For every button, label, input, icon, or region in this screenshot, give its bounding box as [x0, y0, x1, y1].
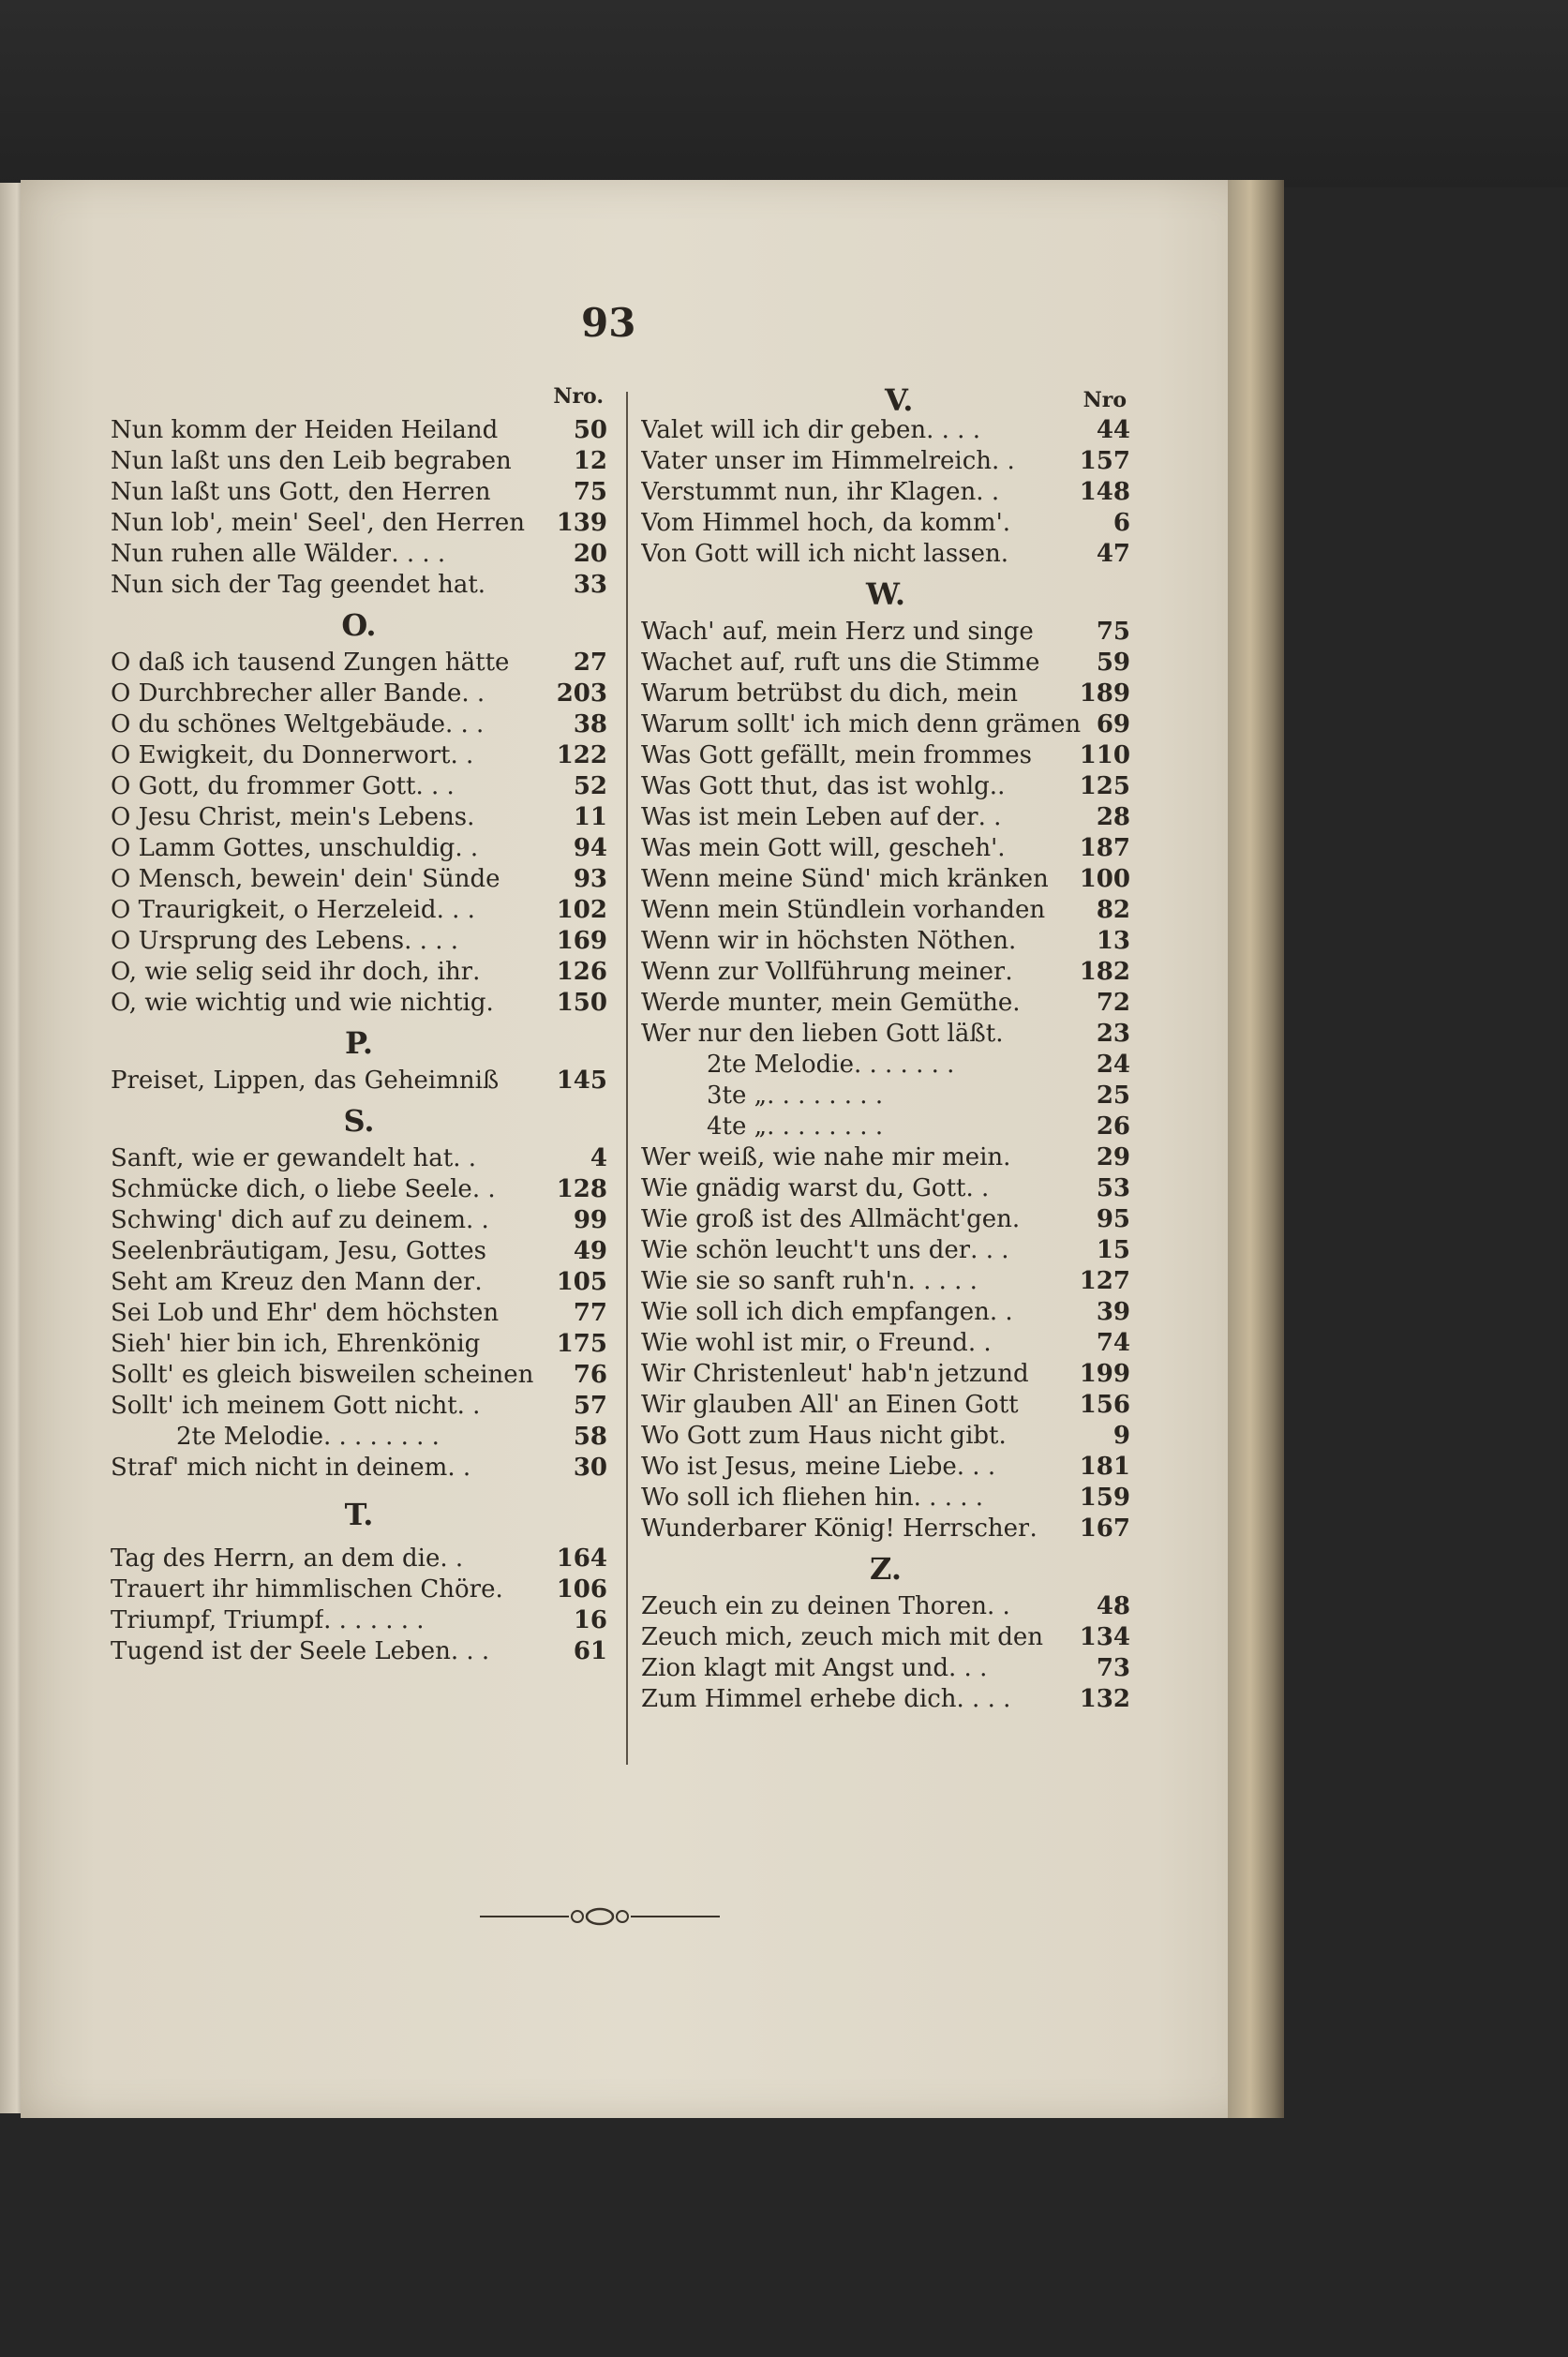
hymn-title: Nun sich der Tag geendet hat — [111, 571, 478, 599]
hymn-number: 72 — [1096, 989, 1130, 1017]
hymn-title: Sollt' es gleich bisweilen scheinen — [111, 1361, 534, 1389]
leader-dots: . . . . . . . . — [767, 1082, 884, 1110]
hymn-title: O du schönes Weltgebäude — [111, 710, 445, 738]
section-letter: V. Nro — [885, 382, 1127, 418]
hymn-title: Wo ist Jesus, meine Liebe — [641, 1453, 957, 1481]
leader-dots: . . — [461, 679, 485, 708]
leader-dots: . . . . . — [907, 1267, 978, 1295]
index-entry — [641, 958, 1130, 989]
leader-dots: . — [998, 1422, 1007, 1450]
hymn-title: Straf' mich nicht in deinem — [111, 1454, 448, 1482]
leader-dots: . . — [976, 478, 1000, 506]
index-entry — [641, 1484, 1130, 1514]
hymn-number: 4 — [590, 1144, 607, 1172]
index-column-right — [641, 384, 1130, 1716]
hymn-number: 157 — [1079, 447, 1130, 475]
leader-dots: . . — [967, 1329, 992, 1357]
hymn-number: 61 — [573, 1637, 607, 1665]
hymn-number: 82 — [1096, 896, 1130, 924]
hymn-title: Wie sie so sanft ruh'n — [641, 1267, 908, 1295]
hymn-number: 189 — [1079, 679, 1130, 708]
index-entry — [111, 834, 607, 865]
hymn-title: Wie wohl ist mir, o Freund — [641, 1329, 968, 1357]
hymn-title: O Durchbrecher aller Bande — [111, 679, 462, 708]
hymn-number: 59 — [1096, 649, 1130, 677]
page-fore-edge — [1228, 180, 1284, 2118]
leader-dots: . . — [989, 1298, 1013, 1326]
hymn-title: Nun komm der Heiden Heiland — [111, 416, 499, 444]
hymn-title: Wo soll ich fliehen hin — [641, 1484, 914, 1512]
hymn-title: Trauert ihr himmlischen Chöre — [111, 1575, 496, 1604]
index-entry — [641, 1020, 1130, 1051]
index-entry — [111, 1268, 607, 1299]
hymn-title: Von Gott will ich nicht lassen — [641, 540, 1001, 568]
index-entry — [111, 1206, 607, 1237]
hymn-title: Wir Christenleut' hab'n jetzund — [641, 1360, 1029, 1388]
hymn-number: 122 — [556, 741, 607, 769]
index-entry — [111, 679, 607, 710]
hymn-number: 39 — [1096, 1298, 1130, 1326]
index-entry — [111, 1330, 607, 1361]
leader-dots: . — [1000, 540, 1008, 568]
hymn-title: Wenn mein Stündlein vorhanden — [641, 896, 1046, 924]
hymn-title: Nun laßt uns Gott, den Herren — [111, 478, 491, 506]
hymn-number: 75 — [573, 478, 607, 506]
index-entry — [111, 1637, 607, 1668]
leader-dots: . . . — [444, 710, 485, 738]
hymn-title: Vom Himmel hoch, da komm' — [641, 509, 1003, 537]
hymn-title: 2te Melodie — [176, 1423, 323, 1451]
hymn-title: Wenn zur Vollführung meiner — [641, 958, 1006, 986]
hymn-number: 24 — [1096, 1051, 1130, 1079]
page-number: 93 — [581, 300, 636, 346]
hymn-number: 164 — [556, 1544, 607, 1573]
leader-dots: . — [997, 834, 1006, 862]
index-entry — [641, 540, 1130, 571]
leader-dots: . . . . — [956, 1685, 1011, 1713]
hymn-title: Wenn wir in höchsten Nöthen — [641, 927, 1008, 955]
leader-dots: . . — [986, 1592, 1010, 1620]
column-divider — [626, 392, 628, 1765]
leader-dots: . — [995, 1020, 1004, 1048]
hymn-title: Preiset, Lippen, das Geheimniß — [111, 1067, 500, 1095]
hymn-title: Wer weiß, wie nahe mir mein — [641, 1143, 1004, 1171]
hymn-number: 94 — [573, 834, 607, 862]
index-entry — [111, 958, 607, 989]
hymn-number: 16 — [573, 1606, 607, 1634]
hymn-number: 139 — [556, 509, 607, 537]
index-entry — [641, 1391, 1130, 1422]
background — [0, 0, 1568, 187]
hymn-title: Wenn meine Sünd' mich kränken — [641, 865, 1049, 893]
leader-dots: . . — [456, 1392, 481, 1420]
hymn-number: 203 — [556, 679, 607, 708]
hymn-number: 73 — [1096, 1654, 1130, 1682]
hymn-number: 199 — [1079, 1360, 1130, 1388]
hymn-title: Triumpf, Triumpf — [111, 1606, 324, 1634]
hymn-number: 181 — [1079, 1453, 1130, 1481]
section-letter: P. — [345, 1025, 373, 1061]
hymn-title: Warum betrübst du dich, mein — [641, 679, 1018, 708]
hymn-title: Wie schön leucht't uns der — [641, 1236, 971, 1264]
leader-dots: . . . — [450, 1637, 490, 1665]
number-column-header: Nro — [1083, 388, 1127, 412]
leader-dots: . — [467, 803, 475, 831]
leader-dots: . — [485, 989, 494, 1017]
leader-dots: . . . . . . . . — [322, 1423, 440, 1451]
index-entry — [641, 618, 1130, 649]
leader-dots: . — [1005, 958, 1013, 986]
hymn-title: Wo Gott zum Haus nicht gibt — [641, 1422, 999, 1450]
hymn-number: 76 — [573, 1361, 607, 1389]
hymn-number: 132 — [1079, 1685, 1130, 1713]
index-entry — [111, 1544, 607, 1575]
index-entry — [641, 649, 1130, 679]
hymn-number: 23 — [1096, 1020, 1130, 1048]
index-entry — [111, 803, 607, 834]
index-entry — [641, 772, 1130, 803]
hymn-number: 25 — [1096, 1082, 1130, 1110]
leader-dots: . . . . . . . . — [767, 1112, 884, 1141]
hymn-title: Warum sollt' ich mich denn grämen — [641, 710, 1082, 738]
hymn-title: Was mein Gott will, gescheh' — [641, 834, 998, 862]
leader-dots: . . — [471, 1175, 496, 1203]
hymn-number: 100 — [1079, 865, 1130, 893]
index-entry — [111, 1392, 607, 1423]
index-entry — [641, 416, 1130, 447]
index-entry — [111, 896, 607, 927]
index-entry — [111, 1606, 607, 1637]
hymn-number: 182 — [1079, 958, 1130, 986]
hymn-title: Valet will ich dir geben — [641, 416, 927, 444]
hymn-number: 11 — [573, 803, 607, 831]
index-entry — [641, 1143, 1130, 1174]
hymn-number: 156 — [1079, 1391, 1130, 1419]
index-entry — [641, 741, 1130, 772]
hymn-number: 9 — [1113, 1422, 1130, 1450]
index-entry — [641, 1267, 1130, 1298]
leader-dots: . — [472, 958, 481, 986]
leader-dots: . — [1008, 927, 1017, 955]
leader-dots: . . . . — [391, 540, 446, 568]
index-entry — [111, 741, 607, 772]
leader-dots: . . — [992, 447, 1015, 475]
index-entry — [641, 803, 1130, 834]
leader-dots: . — [1029, 1514, 1038, 1543]
hymn-number: 99 — [573, 1206, 607, 1234]
hymn-number: 93 — [573, 865, 607, 893]
hymn-number: 175 — [556, 1330, 607, 1358]
index-entry — [111, 1575, 607, 1606]
hymn-number: 47 — [1096, 540, 1130, 568]
index-entry — [111, 540, 607, 571]
hymn-title: Was Gott thut, das ist wohlg. — [641, 772, 998, 800]
index-entry — [641, 1654, 1130, 1685]
hymn-number: 110 — [1079, 741, 1130, 769]
index-entry — [641, 509, 1130, 540]
leader-dots: . — [997, 772, 1006, 800]
section-letter: O. — [341, 607, 377, 643]
index-entry — [111, 447, 607, 478]
hymn-title: Tag des Herrn, an dem die — [111, 1544, 441, 1573]
hymn-title: Wir glauben All' an Einen Gott — [641, 1391, 1019, 1419]
hymn-title: O daß ich tausend Zungen hätte — [111, 649, 510, 677]
index-entry — [111, 1299, 607, 1330]
index-subentry — [641, 1051, 1130, 1082]
leader-dots: . — [1002, 509, 1010, 537]
hymn-number: 128 — [556, 1175, 607, 1203]
hymn-number: 74 — [1096, 1329, 1130, 1357]
index-entry — [111, 1175, 607, 1206]
index-entry — [111, 416, 607, 447]
hymn-title: Vater unser im Himmelreich — [641, 447, 993, 475]
leader-dots: . . . — [970, 1236, 1009, 1264]
section-letter: T. — [344, 1497, 374, 1532]
leader-dots: . — [477, 571, 486, 599]
hymn-number: 29 — [1096, 1143, 1130, 1171]
index-entry — [111, 1067, 607, 1097]
index-entry — [641, 1514, 1130, 1545]
hymn-title: 3te „ — [707, 1082, 768, 1110]
section-letter: W. — [865, 576, 906, 612]
hymn-number: 159 — [1079, 1484, 1130, 1512]
hymn-number: 125 — [1079, 772, 1130, 800]
index-entry — [111, 989, 607, 1020]
index-entry — [641, 896, 1130, 927]
hymn-title: Wachet auf, ruft uns die Stimme — [641, 649, 1040, 677]
index-entry — [111, 509, 607, 540]
hymn-title: O Ewigkeit, du Donnerwort — [111, 741, 451, 769]
hymn-number: 105 — [556, 1268, 607, 1296]
hymn-number: 145 — [556, 1067, 607, 1095]
index-entry — [641, 1298, 1130, 1329]
leader-dots: . — [1012, 989, 1021, 1017]
hymn-title: Tugend ist der Seele Leben — [111, 1637, 451, 1665]
hymn-title: O, wie selig seid ihr doch, ihr — [111, 958, 473, 986]
hymn-number: 13 — [1096, 927, 1130, 955]
index-entry — [641, 1329, 1130, 1360]
hymn-number: 15 — [1096, 1236, 1130, 1264]
index-entry — [641, 927, 1130, 958]
leader-dots: . — [1011, 1205, 1021, 1233]
hymn-title: Zeuch ein zu deinen Thoren — [641, 1592, 987, 1620]
leader-dots: . . . . . . . — [323, 1606, 425, 1634]
hymn-number: 53 — [1096, 1174, 1130, 1202]
index-entry — [111, 478, 607, 509]
index-entry — [641, 1453, 1130, 1484]
hymn-title: Wunderbarer König! Herrscher — [641, 1514, 1030, 1543]
hymn-number: 95 — [1096, 1205, 1130, 1233]
leader-dots: . . . — [415, 772, 455, 800]
section-letter: Z. — [870, 1551, 902, 1587]
index-entry — [641, 1623, 1130, 1654]
hymn-title: Zeuch mich, zeuch mich mit den — [641, 1623, 1043, 1651]
index-entry — [641, 1685, 1130, 1716]
hymn-number: 50 — [573, 416, 607, 444]
hymn-number: 26 — [1096, 1112, 1130, 1141]
hymn-number: 38 — [573, 710, 607, 738]
hymn-number: 148 — [1079, 478, 1130, 506]
hymn-number: 106 — [556, 1575, 607, 1604]
index-entry — [641, 1205, 1130, 1236]
number-column-header: Nro. — [553, 384, 604, 409]
leader-dots: . . — [453, 1144, 477, 1172]
hymn-number: 77 — [573, 1299, 607, 1327]
index-column-left — [111, 384, 607, 1668]
leader-dots: . . — [447, 1454, 471, 1482]
index-entry — [641, 865, 1130, 896]
index-subentry — [641, 1112, 1130, 1143]
hymn-title: O Mensch, bewein' dein' Sünde — [111, 865, 500, 893]
hymn-title: Sanft, wie er gewandelt hat — [111, 1144, 454, 1172]
hymn-number: 126 — [556, 958, 607, 986]
leader-dots: . . . — [436, 896, 475, 924]
hymn-title: 4te „ — [707, 1112, 768, 1141]
hymn-title: Was Gott gefällt, mein frommes — [641, 741, 1033, 769]
hymn-number: 134 — [1079, 1623, 1130, 1651]
hymn-number: 57 — [573, 1392, 607, 1420]
hymn-number: 69 — [1096, 710, 1130, 738]
hymn-number: 169 — [556, 927, 607, 955]
hymn-number: 48 — [1096, 1592, 1130, 1620]
section-letter: S. — [343, 1103, 375, 1139]
index-entry — [641, 1174, 1130, 1205]
hymn-title: O Ursprung des Lebens — [111, 927, 405, 955]
hymn-title: Seht am Kreuz den Mann der — [111, 1268, 475, 1296]
hymn-title: O, wie wichtig und wie nichtig — [111, 989, 486, 1017]
hymn-number: 75 — [1096, 618, 1130, 646]
leader-dots: . . . — [956, 1453, 996, 1481]
leader-dots: . . — [450, 741, 474, 769]
index-entry — [111, 865, 607, 896]
hymn-title: Nun lob', mein' Seel', den Herren — [111, 509, 525, 537]
index-entry — [111, 772, 607, 803]
leader-dots: . — [1003, 1143, 1011, 1171]
hymn-title: Schwing' dich auf zu deinem — [111, 1206, 466, 1234]
leader-dots: . . — [440, 1544, 464, 1573]
hymn-title: Werde munter, mein Gemüthe — [641, 989, 1013, 1017]
leader-dots: . — [495, 1575, 503, 1604]
leader-dots: . . — [455, 834, 479, 862]
hymn-title: Wer nur den lieben Gott läßt — [641, 1020, 996, 1048]
hymn-number: 33 — [573, 571, 607, 599]
index-entry — [641, 1422, 1130, 1453]
hymn-title: Nun ruhen alle Wälder — [111, 540, 392, 568]
hymn-number: 27 — [573, 649, 607, 677]
hymn-number: 6 — [1113, 509, 1130, 537]
hymn-title: Wach' auf, mein Herz und singe — [641, 618, 1034, 646]
hymn-title: Wie gnädig warst du, Gott — [641, 1174, 966, 1202]
hymn-number: 49 — [573, 1237, 607, 1265]
hymn-number: 20 — [573, 540, 607, 568]
hymn-number: 127 — [1079, 1267, 1130, 1295]
index-entry — [111, 571, 607, 602]
hymn-title: O Gott, du frommer Gott — [111, 772, 416, 800]
index-entry — [641, 710, 1130, 741]
hymn-number: 102 — [556, 896, 607, 924]
index-subentry — [641, 1082, 1130, 1112]
hymn-title: Sei Lob und Ehr' dem höchsten — [111, 1299, 500, 1327]
leader-dots: . . . . . . . — [853, 1051, 955, 1079]
hymn-title: O Lamm Gottes, unschuldig — [111, 834, 455, 862]
index-entry — [641, 447, 1130, 478]
hymn-title: Schmücke dich, o liebe Seele — [111, 1175, 472, 1203]
hymn-title: Seelenbräutigam, Jesu, Gottes — [111, 1237, 486, 1265]
index-entry — [111, 1454, 607, 1484]
hymn-number: 12 — [573, 447, 607, 475]
index-entry — [111, 710, 607, 741]
hymn-title: Sollt' ich meinem Gott nicht — [111, 1392, 457, 1420]
index-entry — [641, 989, 1130, 1020]
index-entry — [641, 478, 1130, 509]
leader-dots: . . . — [948, 1654, 988, 1682]
hymn-title: Zum Himmel erhebe dich — [641, 1685, 957, 1713]
index-entry — [641, 1360, 1130, 1391]
ornament-divider — [480, 1905, 720, 1928]
hymn-title: O Traurigkeit, o Herzeleid — [111, 896, 437, 924]
leader-dots: . . . . . — [913, 1484, 984, 1512]
index-entry — [111, 1237, 607, 1268]
hymn-number: 30 — [573, 1454, 607, 1482]
hymn-title: Sieh' hier bin ich, Ehrenkönig — [111, 1330, 481, 1358]
hymn-title: O Jesu Christ, mein's Lebens — [111, 803, 468, 831]
leader-dots: . . — [978, 803, 1002, 831]
index-subentry — [111, 1423, 607, 1454]
hymn-title: 2te Melodie — [707, 1051, 854, 1079]
index-entry — [641, 1592, 1130, 1623]
hymn-title: Wie soll ich dich empfangen — [641, 1298, 990, 1326]
index-entry — [111, 649, 607, 679]
index-entry — [641, 834, 1130, 865]
leader-dots: . . — [965, 1174, 990, 1202]
hymn-title: Was ist mein Leben auf der — [641, 803, 978, 831]
index-entry — [111, 1144, 607, 1175]
leader-dots: . . . . — [404, 927, 459, 955]
leader-dots: . . . . — [926, 416, 980, 444]
hymn-number: 58 — [573, 1423, 607, 1451]
index-entry — [111, 1361, 607, 1392]
hymn-title: Zion klagt mit Angst und — [641, 1654, 949, 1682]
index-entry — [641, 1236, 1130, 1267]
hymn-number: 187 — [1079, 834, 1130, 862]
hymn-title: Verstummt nun, ihr Klagen — [641, 478, 977, 506]
hymn-number: 44 — [1096, 416, 1130, 444]
hymn-number: 150 — [556, 989, 607, 1017]
leader-dots: . . — [466, 1206, 489, 1234]
index-entry — [641, 679, 1130, 710]
hymn-number: 28 — [1096, 803, 1130, 831]
index-entry — [111, 927, 607, 958]
hymn-title: Wie groß ist des Allmächt'gen — [641, 1205, 1012, 1233]
leader-dots: . — [474, 1268, 483, 1296]
hymn-number: 52 — [573, 772, 607, 800]
hymn-number: 167 — [1079, 1514, 1130, 1543]
hymn-title: Nun laßt uns den Leib begraben — [111, 447, 512, 475]
